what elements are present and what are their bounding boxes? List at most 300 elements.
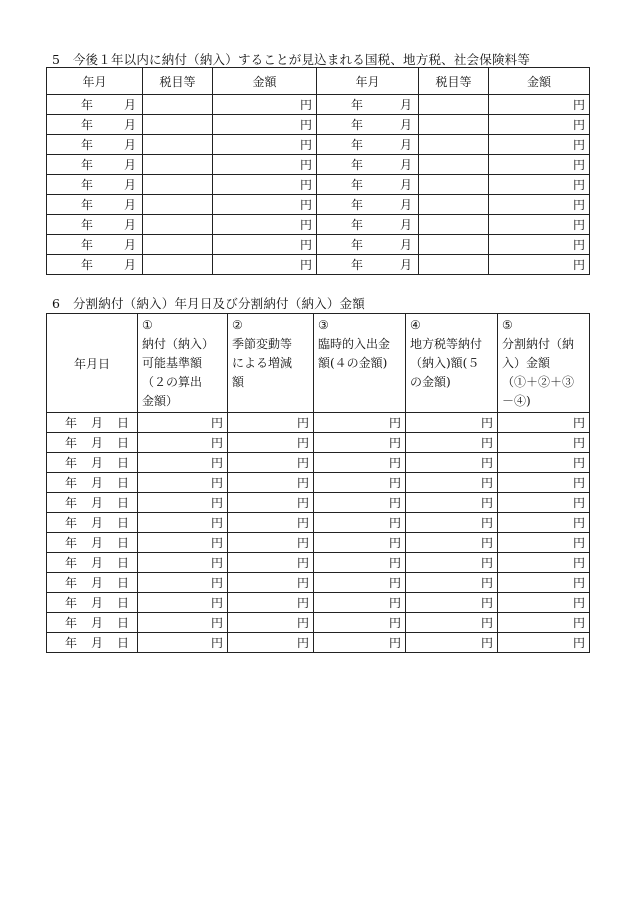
table-row xyxy=(47,115,590,135)
yen-label: 円 xyxy=(480,456,493,470)
amount-cell[interactable] xyxy=(498,513,590,533)
amount-cell[interactable] xyxy=(138,513,228,533)
table-row xyxy=(47,593,590,613)
yen-label: 円 xyxy=(572,556,585,570)
year-label: 年 xyxy=(351,258,364,272)
section-6-title: 6 分割納付（納入）年月日及び分割納付（納入）金額 xyxy=(52,296,365,311)
yen-label: 円 xyxy=(572,158,585,172)
amount-cell[interactable] xyxy=(138,573,228,593)
amount-cell[interactable] xyxy=(406,453,498,473)
yen-label: 円 xyxy=(480,536,493,550)
amount-cell[interactable] xyxy=(213,235,317,255)
amount-cell[interactable] xyxy=(213,255,317,275)
day-label: 日 xyxy=(116,456,129,470)
amount-cell[interactable] xyxy=(228,453,314,473)
date-cell[interactable] xyxy=(47,413,138,433)
yen-label: 円 xyxy=(210,616,223,630)
month-label: 月 xyxy=(123,258,136,272)
yen-label: 円 xyxy=(296,436,309,450)
month-label: 月 xyxy=(90,456,103,470)
amount-cell[interactable] xyxy=(406,513,498,533)
yen-label: 円 xyxy=(388,556,401,570)
table-row xyxy=(47,633,590,653)
amount-cell[interactable] xyxy=(213,135,317,155)
yen-label: 円 xyxy=(572,416,585,430)
year-label: 年 xyxy=(351,118,364,132)
amount-cell[interactable] xyxy=(314,533,406,553)
yen-label: 円 xyxy=(210,536,223,550)
day-label: 日 xyxy=(116,596,129,610)
date-cell[interactable] xyxy=(47,453,138,473)
amount-cell[interactable] xyxy=(228,413,314,433)
amount-cell[interactable] xyxy=(489,115,590,135)
year-month-cell[interactable] xyxy=(47,195,143,215)
yen-label: 円 xyxy=(210,436,223,450)
amount-cell[interactable] xyxy=(228,553,314,573)
yen-label: 円 xyxy=(388,416,401,430)
month-label: 月 xyxy=(90,636,103,650)
amount-cell[interactable] xyxy=(314,513,406,533)
yen-label: 円 xyxy=(572,576,585,590)
header-local-tax xyxy=(406,314,498,413)
day-label: 日 xyxy=(116,536,129,550)
date-cell[interactable] xyxy=(47,493,138,513)
yen-label: 円 xyxy=(388,496,401,510)
table-row xyxy=(47,155,590,175)
yen-label: 円 xyxy=(480,436,493,450)
year-month-cell[interactable] xyxy=(47,255,143,275)
amount-cell[interactable] xyxy=(498,493,590,513)
date-cell[interactable] xyxy=(47,553,138,573)
day-label: 日 xyxy=(116,436,129,450)
amount-cell[interactable] xyxy=(138,533,228,553)
header-temporary-flow xyxy=(314,314,406,413)
amount-cell[interactable] xyxy=(498,573,590,593)
table-row xyxy=(47,175,590,195)
amount-cell[interactable] xyxy=(498,473,590,493)
yen-label: 円 xyxy=(296,516,309,530)
table-row xyxy=(47,433,590,453)
date-cell[interactable] xyxy=(47,573,138,593)
tax-item-cell[interactable] xyxy=(419,235,489,255)
amount-cell[interactable] xyxy=(406,553,498,573)
amount-cell[interactable] xyxy=(406,593,498,613)
yen-label: 円 xyxy=(480,616,493,630)
amount-cell[interactable] xyxy=(228,513,314,533)
header-seasonal-change xyxy=(228,314,314,413)
yen-label: 円 xyxy=(299,198,312,212)
amount-cell[interactable] xyxy=(138,433,228,453)
amount-cell[interactable] xyxy=(228,633,314,653)
tax-item-cell[interactable] xyxy=(143,255,213,275)
amount-cell[interactable] xyxy=(314,493,406,513)
year-label: 年 xyxy=(65,416,78,430)
month-label: 月 xyxy=(90,476,103,490)
amount-cell[interactable] xyxy=(498,553,590,573)
month-label: 月 xyxy=(399,138,412,152)
yen-label: 円 xyxy=(572,456,585,470)
header-base-amount xyxy=(138,314,228,413)
yen-label: 円 xyxy=(299,238,312,252)
year-label: 年 xyxy=(65,616,78,630)
yen-label: 円 xyxy=(572,496,585,510)
table-row xyxy=(47,553,590,573)
header-year-month: 年月 xyxy=(47,68,143,95)
yen-label: 円 xyxy=(210,636,223,650)
table-row xyxy=(47,255,590,275)
yen-label: 円 xyxy=(480,576,493,590)
year-label: 年 xyxy=(81,178,94,192)
year-label: 年 xyxy=(65,436,78,450)
month-label: 月 xyxy=(399,98,412,112)
table-row xyxy=(47,413,590,433)
amount-cell[interactable] xyxy=(314,573,406,593)
date-cell[interactable] xyxy=(47,433,138,453)
month-label: 月 xyxy=(90,436,103,450)
date-cell[interactable] xyxy=(47,613,138,633)
yen-label: 円 xyxy=(572,238,585,252)
yen-label: 円 xyxy=(480,416,493,430)
amount-cell[interactable] xyxy=(138,493,228,513)
amount-cell[interactable] xyxy=(489,135,590,155)
month-label: 月 xyxy=(90,576,103,590)
year-label: 年 xyxy=(81,98,94,112)
year-month-cell[interactable] xyxy=(47,95,143,115)
month-label: 月 xyxy=(123,178,136,192)
amount-cell[interactable] xyxy=(138,453,228,473)
amount-cell[interactable] xyxy=(406,533,498,553)
year-month-cell[interactable] xyxy=(47,215,143,235)
year-label: 年 xyxy=(81,138,94,152)
year-label: 年 xyxy=(351,138,364,152)
column-number: ② xyxy=(232,318,243,332)
column-label: 季節変動等 による増減 額 xyxy=(232,337,293,389)
amount-cell[interactable] xyxy=(498,453,590,473)
month-label: 月 xyxy=(90,616,103,630)
yen-label: 円 xyxy=(388,576,401,590)
tax-item-cell[interactable] xyxy=(419,215,489,235)
year-label: 年 xyxy=(351,218,364,232)
month-label: 月 xyxy=(123,118,136,132)
year-label: 年 xyxy=(65,476,78,490)
yen-label: 円 xyxy=(210,576,223,590)
amount-cell[interactable] xyxy=(498,533,590,553)
amount-cell[interactable] xyxy=(138,553,228,573)
yen-label: 円 xyxy=(388,456,401,470)
tax-item-cell[interactable] xyxy=(419,95,489,115)
year-month-cell[interactable] xyxy=(47,115,143,135)
yen-label: 円 xyxy=(480,496,493,510)
year-month-cell[interactable] xyxy=(47,155,143,175)
yen-label: 円 xyxy=(572,536,585,550)
date-cell[interactable] xyxy=(47,533,138,553)
yen-label: 円 xyxy=(572,616,585,630)
header-tax-item: 税目等 xyxy=(143,68,213,95)
table-row xyxy=(47,215,590,235)
month-label: 月 xyxy=(399,258,412,272)
yen-label: 円 xyxy=(388,476,401,490)
year-label: 年 xyxy=(351,178,364,192)
yen-label: 円 xyxy=(296,416,309,430)
month-label: 月 xyxy=(123,158,136,172)
tax-item-cell[interactable] xyxy=(419,135,489,155)
yen-label: 円 xyxy=(480,476,493,490)
tax-item-cell[interactable] xyxy=(419,115,489,135)
day-label: 日 xyxy=(116,416,129,430)
yen-label: 円 xyxy=(572,98,585,112)
yen-label: 円 xyxy=(388,616,401,630)
month-label: 月 xyxy=(123,238,136,252)
column-label: 地方税等納付 （納入)額(５ の金額) xyxy=(410,337,483,389)
table-row xyxy=(47,493,590,513)
yen-label: 円 xyxy=(296,496,309,510)
day-label: 日 xyxy=(116,476,129,490)
amount-cell[interactable] xyxy=(489,155,590,175)
month-label: 月 xyxy=(123,98,136,112)
month-label: 月 xyxy=(399,198,412,212)
header-amount: 金額 xyxy=(213,68,317,95)
year-label: 年 xyxy=(351,158,364,172)
amount-cell[interactable] xyxy=(213,175,317,195)
year-label: 年 xyxy=(65,456,78,470)
year-month-cell[interactable] xyxy=(317,235,419,255)
tax-item-cell[interactable] xyxy=(419,255,489,275)
tax-item-cell[interactable] xyxy=(143,135,213,155)
yen-label: 円 xyxy=(572,218,585,232)
amount-cell[interactable] xyxy=(498,433,590,453)
tax-item-cell[interactable] xyxy=(419,155,489,175)
yen-label: 円 xyxy=(299,218,312,232)
yen-label: 円 xyxy=(210,556,223,570)
date-cell[interactable] xyxy=(47,593,138,613)
year-month-cell[interactable] xyxy=(317,95,419,115)
date-cell[interactable] xyxy=(47,473,138,493)
amount-cell[interactable] xyxy=(138,633,228,653)
amount-cell[interactable] xyxy=(406,573,498,593)
yen-label: 円 xyxy=(296,456,309,470)
year-label: 年 xyxy=(65,556,78,570)
tax-item-cell[interactable] xyxy=(143,175,213,195)
table-header-row xyxy=(47,68,590,95)
year-label: 年 xyxy=(351,98,364,112)
tax-item-cell[interactable] xyxy=(143,95,213,115)
yen-label: 円 xyxy=(480,596,493,610)
year-month-cell[interactable] xyxy=(47,175,143,195)
month-label: 月 xyxy=(90,596,103,610)
amount-cell[interactable] xyxy=(498,613,590,633)
yen-label: 円 xyxy=(572,118,585,132)
installment-schedule-table xyxy=(46,313,590,653)
year-month-cell[interactable] xyxy=(317,135,419,155)
yen-label: 円 xyxy=(572,436,585,450)
yen-label: 円 xyxy=(210,596,223,610)
section-5-title: 5 今後１年以内に納付（納入）することが見込まれる国税、地方税、社会保険料等 xyxy=(52,52,531,67)
yen-label: 円 xyxy=(480,636,493,650)
yen-label: 円 xyxy=(299,138,312,152)
year-month-cell[interactable] xyxy=(317,115,419,135)
year-month-cell[interactable] xyxy=(317,175,419,195)
tax-item-cell[interactable] xyxy=(419,175,489,195)
year-label: 年 xyxy=(81,258,94,272)
column-label: 分割納付（納 入）金額 （①＋②＋③ －④) xyxy=(502,337,575,408)
yen-label: 円 xyxy=(572,178,585,192)
yen-label: 円 xyxy=(299,158,312,172)
header-year-month: 年月 xyxy=(317,68,419,95)
amount-cell[interactable] xyxy=(138,473,228,493)
amount-cell[interactable] xyxy=(406,613,498,633)
amount-cell[interactable] xyxy=(228,533,314,553)
amount-cell[interactable] xyxy=(406,433,498,453)
tax-schedule-table xyxy=(46,67,590,275)
year-label: 年 xyxy=(65,536,78,550)
month-label: 月 xyxy=(399,238,412,252)
year-label: 年 xyxy=(65,636,78,650)
amount-cell[interactable] xyxy=(228,473,314,493)
yen-label: 円 xyxy=(572,198,585,212)
tax-item-cell[interactable] xyxy=(143,115,213,135)
amount-cell[interactable] xyxy=(314,413,406,433)
yen-label: 円 xyxy=(572,476,585,490)
amount-cell[interactable] xyxy=(138,613,228,633)
month-label: 月 xyxy=(123,198,136,212)
yen-label: 円 xyxy=(388,516,401,530)
amount-cell[interactable] xyxy=(228,613,314,633)
yen-label: 円 xyxy=(388,596,401,610)
date-cell[interactable] xyxy=(47,633,138,653)
tax-item-cell[interactable] xyxy=(143,235,213,255)
yen-label: 円 xyxy=(210,456,223,470)
year-month-cell[interactable] xyxy=(317,255,419,275)
yen-label: 円 xyxy=(299,118,312,132)
amount-cell[interactable] xyxy=(314,633,406,653)
amount-cell[interactable] xyxy=(213,215,317,235)
tax-item-cell[interactable] xyxy=(419,195,489,215)
year-month-cell[interactable] xyxy=(317,195,419,215)
column-label: 納付（納入） 可能基準額 （２の算出 金額） xyxy=(142,337,215,408)
month-label: 月 xyxy=(123,138,136,152)
yen-label: 円 xyxy=(296,596,309,610)
year-label: 年 xyxy=(81,158,94,172)
yen-label: 円 xyxy=(388,536,401,550)
amount-cell[interactable] xyxy=(314,553,406,573)
month-label: 月 xyxy=(399,218,412,232)
yen-label: 円 xyxy=(572,636,585,650)
year-label: 年 xyxy=(351,198,364,212)
amount-cell[interactable] xyxy=(213,115,317,135)
day-label: 日 xyxy=(116,556,129,570)
table-row xyxy=(47,473,590,493)
year-label: 年 xyxy=(81,238,94,252)
yen-label: 円 xyxy=(572,596,585,610)
day-label: 日 xyxy=(116,616,129,630)
amount-cell[interactable] xyxy=(406,413,498,433)
yen-label: 円 xyxy=(296,576,309,590)
amount-cell[interactable] xyxy=(213,155,317,175)
day-label: 日 xyxy=(116,636,129,650)
month-label: 月 xyxy=(90,516,103,530)
amount-cell[interactable] xyxy=(489,175,590,195)
year-label: 年 xyxy=(81,118,94,132)
amount-cell[interactable] xyxy=(228,593,314,613)
table-row xyxy=(47,533,590,553)
amount-cell[interactable] xyxy=(228,573,314,593)
tax-item-cell[interactable] xyxy=(143,215,213,235)
yen-label: 円 xyxy=(296,636,309,650)
table-header-row xyxy=(47,314,590,413)
tax-item-cell[interactable] xyxy=(143,155,213,175)
header-installment-amount xyxy=(498,314,590,413)
amount-cell[interactable] xyxy=(489,95,590,115)
amount-cell[interactable] xyxy=(498,633,590,653)
month-label: 月 xyxy=(90,416,103,430)
table-row xyxy=(47,613,590,633)
amount-cell[interactable] xyxy=(138,413,228,433)
year-month-cell[interactable] xyxy=(47,135,143,155)
header-date: 年月日 xyxy=(47,314,138,413)
column-number: ④ xyxy=(410,318,421,332)
yen-label: 円 xyxy=(572,516,585,530)
table-row xyxy=(47,95,590,115)
month-label: 月 xyxy=(399,178,412,192)
year-label: 年 xyxy=(65,596,78,610)
amount-cell[interactable] xyxy=(213,95,317,115)
month-label: 月 xyxy=(90,556,103,570)
yen-label: 円 xyxy=(480,516,493,530)
table-row xyxy=(47,135,590,155)
year-month-cell[interactable] xyxy=(317,155,419,175)
month-label: 月 xyxy=(90,536,103,550)
amount-cell[interactable] xyxy=(489,255,590,275)
amount-cell[interactable] xyxy=(314,433,406,453)
amount-cell[interactable] xyxy=(228,433,314,453)
table-row xyxy=(47,453,590,473)
amount-cell[interactable] xyxy=(489,215,590,235)
day-label: 日 xyxy=(116,516,129,530)
amount-cell[interactable] xyxy=(498,593,590,613)
day-label: 日 xyxy=(116,496,129,510)
year-label: 年 xyxy=(351,238,364,252)
table-row xyxy=(47,235,590,255)
amount-cell[interactable] xyxy=(406,633,498,653)
amount-cell[interactable] xyxy=(138,593,228,613)
amount-cell[interactable] xyxy=(228,493,314,513)
amount-cell[interactable] xyxy=(314,453,406,473)
amount-cell[interactable] xyxy=(498,413,590,433)
amount-cell[interactable] xyxy=(213,195,317,215)
yen-label: 円 xyxy=(210,416,223,430)
yen-label: 円 xyxy=(296,536,309,550)
amount-cell[interactable] xyxy=(406,493,498,513)
yen-label: 円 xyxy=(480,556,493,570)
year-month-cell[interactable] xyxy=(47,235,143,255)
amount-cell[interactable] xyxy=(314,593,406,613)
amount-cell[interactable] xyxy=(406,473,498,493)
month-label: 月 xyxy=(399,118,412,132)
year-month-cell[interactable] xyxy=(317,215,419,235)
amount-cell[interactable] xyxy=(314,473,406,493)
header-tax-item: 税目等 xyxy=(419,68,489,95)
month-label: 月 xyxy=(123,218,136,232)
amount-cell[interactable] xyxy=(489,195,590,215)
amount-cell[interactable] xyxy=(489,235,590,255)
yen-label: 円 xyxy=(210,496,223,510)
yen-label: 円 xyxy=(299,178,312,192)
amount-cell[interactable] xyxy=(314,613,406,633)
yen-label: 円 xyxy=(296,616,309,630)
tax-item-cell[interactable] xyxy=(143,195,213,215)
date-cell[interactable] xyxy=(47,513,138,533)
year-label: 年 xyxy=(65,576,78,590)
